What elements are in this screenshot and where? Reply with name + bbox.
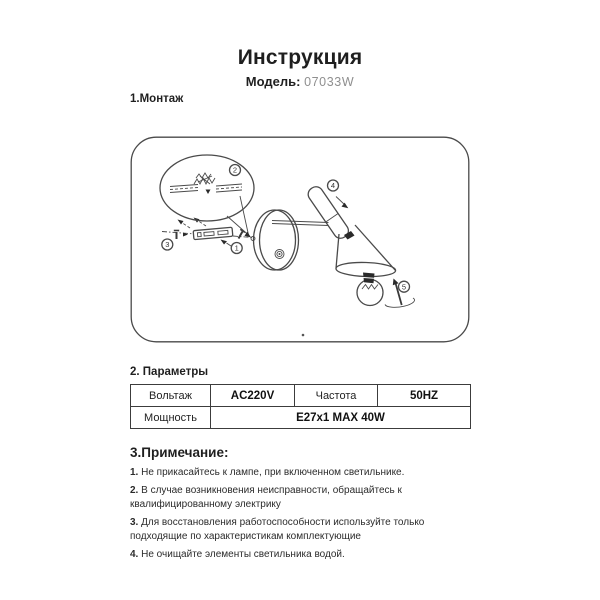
svg-text:4: 4 [330,181,336,191]
note-item [130,466,480,480]
diagram-border [131,137,469,342]
note-number: 1. [130,467,139,478]
voltage-label-cell: Вольтаж [131,385,211,407]
power-value-cell: E27x1 MAX 40W [211,407,471,429]
svg-text:3: 3 [165,240,170,250]
note-text: Не очищайте элементы светильника водой. [141,549,345,560]
page-dot [302,334,305,337]
table-row [131,407,471,429]
note-text: Для восстановления работоспособности используйте только подходящие по характеристикам комплектующие [130,517,425,542]
step-marker-4 [328,180,339,191]
direction-arrows [178,218,232,247]
note-text: Не прикасайтесь к лампе, при включенном светильнике. [141,467,405,478]
page-title: Инструкция [237,46,363,69]
note-text: В случае возникновения неисправности, обращайтесь к квалифицированному электрику [130,485,402,510]
section-heading-montage: 1.Монтаж [130,93,184,105]
model-value: 07033W [304,75,355,89]
slide-direction-arrow [336,197,348,209]
model-label: Модель: [245,74,301,89]
voltage-value-cell: AC220V [211,385,295,407]
svg-text:1: 1 [234,243,239,253]
svg-text:5: 5 [401,282,407,292]
note-number: 4. [130,549,139,560]
shade-clip [344,231,355,240]
table-row [131,385,471,407]
step-marker-1 [231,243,242,254]
step-marker-2 [230,165,241,176]
note-item [130,548,480,562]
frequency-label-cell: Частота [295,385,378,407]
mounting-bracket [162,218,252,250]
screw-icon [174,231,188,240]
light-bulb [357,280,383,306]
notes-list [130,466,480,566]
wire-connection-detail [160,155,254,221]
note-number: 3. [130,517,139,528]
step-marker-5 [399,281,410,292]
lamp-arm [272,221,329,226]
installation-diagram [130,136,470,343]
section-heading-notes: 3.Примечание: [130,445,229,460]
lamp-tube [305,184,351,241]
note-number: 2. [130,485,139,496]
wall-plate [251,210,299,270]
model-line [0,74,600,89]
bulb-socket [363,273,375,284]
installation-diagram-svg [130,136,470,343]
frequency-value-cell: 50HZ [378,385,471,407]
power-label-cell: Мощность [131,407,211,429]
note-item [130,516,480,544]
parameters-table [130,384,471,429]
adjustment-screw-detail [275,250,284,259]
svg-text:2: 2 [232,165,238,175]
note-item [130,484,480,512]
section-heading-params: 2. Параметры [130,366,209,378]
lamp-shade [336,225,396,277]
step-marker-3 [162,239,173,250]
